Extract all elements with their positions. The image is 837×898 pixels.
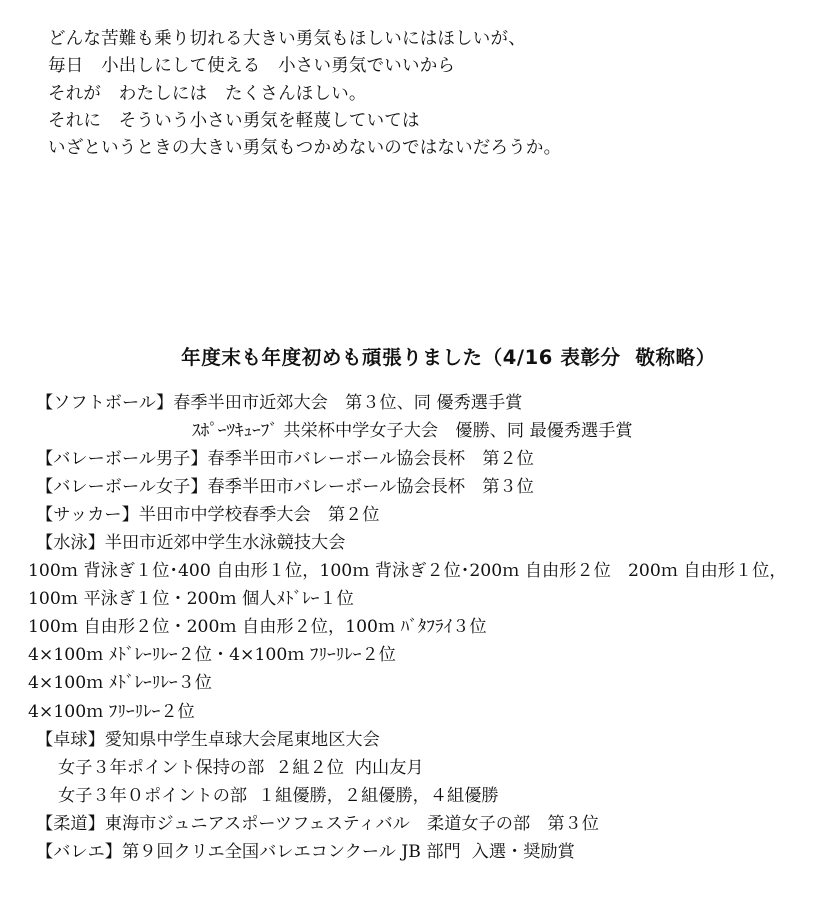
award-line: 4×100ｍ ﾒﾄﾞﾚｰﾘﾚｰ２位・4×100ｍ ﾌﾘｰﾘﾚｰ２位 (28, 645, 396, 666)
award-line: 【バレエ】第９回クリエ全国バレエコンクール JB 部門 入選・奨励賞 (36, 841, 575, 862)
poem-line: どんな苦難も乗り切れる大きい勇気もほしいにはほしいが、 (48, 29, 526, 49)
award-line: 100ｍ 背泳ぎ１位･400 自由形１位，100ｍ 背泳ぎ２位･200ｍ 自由形２位 200ｍ 自由形１位， (28, 561, 787, 582)
poem-line: それに そういう小さい勇気を軽蔑していては (48, 110, 420, 131)
award-line: 4×100ｍ ﾌﾘｰﾘﾚｰ２位 (28, 701, 195, 722)
award-line: 【バレーボール男子】春季半田市バレーボール協会長杯 第２位 (36, 449, 534, 470)
awards-list (28, 389, 833, 866)
award-line: 【サッカー】半田市中学校春季大会 第２位 (36, 505, 380, 526)
award-line: 100ｍ 平泳ぎ１位・200ｍ 個人ﾒﾄﾞﾚｰ１位 (28, 589, 354, 610)
award-line: 【ソフトボール】春季半田市近郊大会 第３位、同 優秀選手賞 (36, 393, 523, 413)
awards-heading: 年度末も年度初めも頑張りました（4/16 表彰分 敬称略） (181, 346, 716, 369)
award-line: 100ｍ 自由形２位・200ｍ 自由形２位，100ｍ ﾊﾞﾀﾌﾗｲ３位 (28, 617, 487, 638)
award-line: 女子３年ポイント保持の部 ２組２位 内山友月 (58, 757, 424, 778)
award-line: 【柔道】東海市ジュニアスポーツフェスティバル 柔道女子の部 第３位 (36, 813, 599, 834)
poem-line: 毎日 小出しにして使える 小さい勇気でいいから (48, 56, 456, 77)
poem-block (48, 26, 808, 162)
poem-line: いざというときの大きい勇気もつかめないのではないだろうか。 (48, 138, 562, 159)
award-line: 4×100ｍ ﾒﾄﾞﾚｰﾘﾚｰ３位 (28, 673, 212, 694)
award-line: ｽﾎﾟｰﾂｷｭｰﾌﾞ 共栄杯中学女子大会 優勝、同 最優秀選手賞 (192, 421, 633, 442)
award-line: 【バレーボール女子】春季半田市バレーボール協会長杯 第３位 (36, 477, 534, 498)
award-line: 【卓球】愛知県中学生卓球大会尾東地区大会 (36, 729, 380, 750)
award-line: 女子３年０ポイントの部 １組優勝，２組優勝，４組優勝 (58, 785, 499, 806)
poem-line: それが わたしには たくさんほしい。 (48, 83, 367, 104)
award-line: 【水泳】半田市近郊中学生水泳競技大会 (36, 533, 346, 554)
